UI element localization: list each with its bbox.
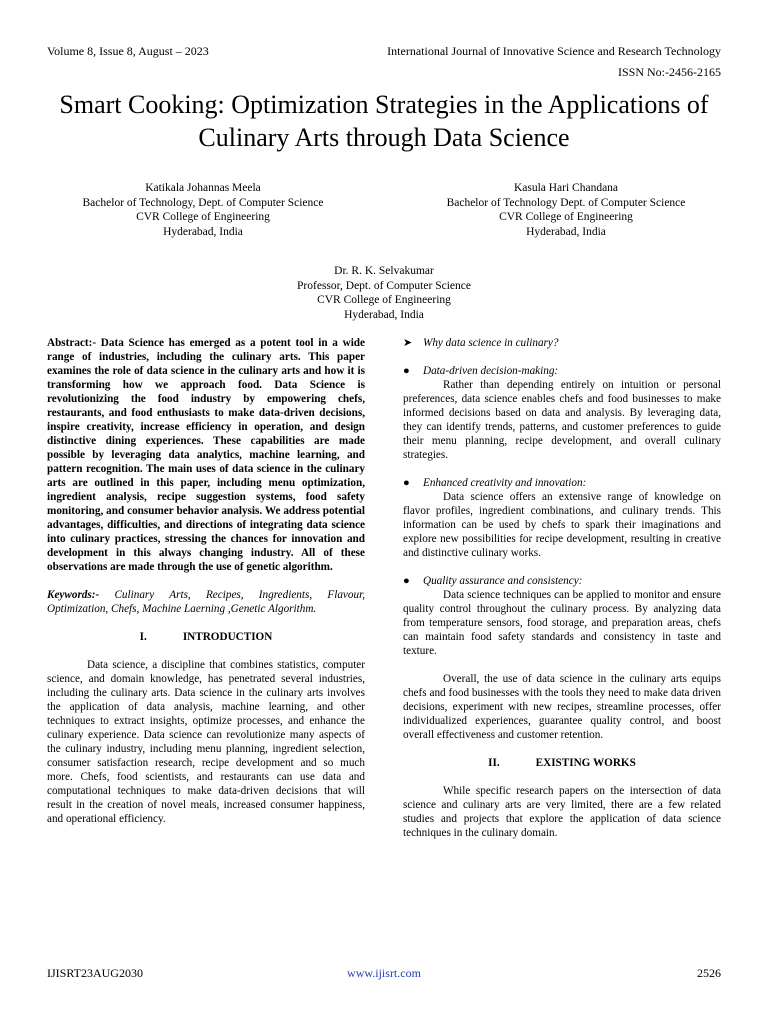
bullet-heading: [403, 364, 721, 378]
bullet-title: Data-driven decision-making:: [423, 365, 559, 377]
arrow-bullet-icon: ➤: [403, 337, 413, 349]
author-block-1: [47, 181, 359, 239]
left-column: [47, 336, 365, 826]
page-number: 2526: [697, 966, 721, 980]
paper-title: Smart Cooking: Optimization Strategies in the Applications of Culinary Arts through Data Science: [59, 90, 709, 152]
why-item-3: [403, 574, 721, 658]
section-number: II.: [488, 757, 500, 769]
bullet-text: Data science techniques can be applied to monitor and ensure quality control throughout the culinary process. By analyzing data from temperature sensors, food storage, and preparation areas, chefs can maintain food safety standards and consistency in taste and texture.: [403, 589, 721, 657]
right-column: [403, 336, 721, 840]
bullet-icon: ●: [403, 575, 410, 587]
author-position: Professor, Dept. of Computer Science: [297, 279, 471, 292]
bullet-icon: ●: [403, 477, 410, 489]
author-institution: CVR College of Engineering: [499, 211, 633, 223]
author-institution: CVR College of Engineering: [317, 294, 451, 306]
issn: ISSN No:-2456-2165: [617, 65, 721, 79]
abstract: Abstract:- Data Science has emerged as a potent tool in a wide range of industries, including the culinary arts. This paper examines the role of data science in the culinary arts and how it is transforming how we approach food. Data Science is revolutionizing the food industry by empowering chefs, restaurants, and food enthusiasts to make data-driven decisions, inspire creativity, increase efficiency in operation, and design distinctive dining experiences. These capabilities are made possible by leveraging data analytics, machine learning, and pattern recognition. The main uses of data science in the culinary arts are outlined in this paper, including menu optimization, ingredient analysis, recipe suggestion systems, food safety monitoring, and consumer behavior analysis. We address potential advantages, difficulties, and directions of integrating data science into culinary practices, stressing the chances for innovation and development in this always changing industry. All of these observations are made through the use of genetic algorithm.: [47, 337, 365, 573]
author-block-2: [410, 181, 722, 239]
bullet-text: Rather than depending entirely on intuition or personal preferences, data science enables chefs and food businesses to make informed decisions based on data and analysis. By leveraging data, they can identify trends, patterns, and customer preferences to guide their menu planning, recipe development, and overall culinary strategies.: [403, 379, 721, 461]
author-location: Hyderabad, India: [344, 308, 424, 321]
author-block-3: [214, 264, 554, 322]
section-heading-existing-works: [403, 756, 721, 770]
why-item-2: [403, 476, 721, 560]
bullet-icon: ●: [403, 365, 410, 377]
bullet-text: Data science offers an extensive range of knowledge on flavor profiles, ingredient combinations, and culinary trends. This information can be used by chefs to spark their imaginations and explore new possibilities for recipe development, resulting in creative and distinctive culinary works.: [403, 491, 721, 559]
bullet-title: Enhanced creativity and innovation:: [423, 477, 587, 489]
author-name: Katikala Johannas Meela: [145, 182, 261, 194]
author-location: Hyderabad, India: [526, 225, 606, 238]
section-number: I.: [139, 631, 147, 643]
paper-id: IJISRT23AUG2030: [47, 966, 143, 980]
author-position: Bachelor of Technology Dept. of Computer Science: [446, 196, 686, 209]
existing-works-paragraph: While specific research papers on the intersection of data science and culinary arts are very limited, there are a few related studies and projects that explore the application of data science techniques in the culinary domain.: [403, 785, 721, 839]
why-heading-text: Why data science in culinary?: [423, 337, 559, 349]
keywords-label: Keywords:-: [47, 589, 100, 601]
why-heading: [403, 336, 721, 350]
keywords: [47, 588, 365, 616]
section-heading-introduction: [47, 630, 365, 644]
bullet-title: Quality assurance and consistency:: [423, 575, 583, 587]
why-item-1: [403, 364, 721, 462]
author-name: Kasula Hari Chandana: [513, 182, 619, 194]
introduction-paragraph: Data science, a discipline that combines statistics, computer science, and domain knowledge, has penetrated several industries, including the culinary arts. Data science in the culinary arts involves the application of data analysis, machine learning, and other techniques to extract insights, optimize processes, and enhance the culinary experience. Data science can revolutionize many aspects of the culinary industry, including menu planning, ingredient selection, consumer satisfaction research, recipe development and so much more. Chefs, food scientists, and restaurants can use data and computational techniques to make data-driven decisions that will result in the creation of novel meals, increased consumer happiness, and operational efficiency.: [47, 659, 365, 825]
author-location: Hyderabad, India: [163, 225, 243, 238]
bullet-heading: [403, 574, 721, 588]
journal-url-link[interactable]: www.ijisrt.com: [347, 966, 421, 980]
author-institution: CVR College of Engineering: [136, 211, 270, 223]
volume-info: Volume 8, Issue 8, August – 2023: [47, 44, 209, 58]
keywords-text: Culinary Arts, Recipes, Ingredients, Flavour, Optimization, Chefs, Machine Laerning ,Genetic Algorithm.: [47, 589, 365, 615]
author-position: Bachelor of Technology, Dept. of Computer Science: [82, 196, 324, 209]
section-title: INTRODUCTION: [182, 631, 273, 643]
author-name: Dr. R. K. Selvakumar: [334, 265, 434, 277]
journal-name: International Journal of Innovative Science and Research Technology: [387, 44, 721, 58]
bullet-heading: [403, 476, 721, 490]
section-title: EXISTING WORKS: [535, 757, 636, 769]
summary-paragraph: Overall, the use of data science in the culinary arts equips chefs and food businesses with the tools they need to make data driven decisions, experiment with new recipes, streamline processes, offer individualized experiences, guarantee quality control, and boost overall effectiveness and customer retention.: [403, 673, 721, 741]
